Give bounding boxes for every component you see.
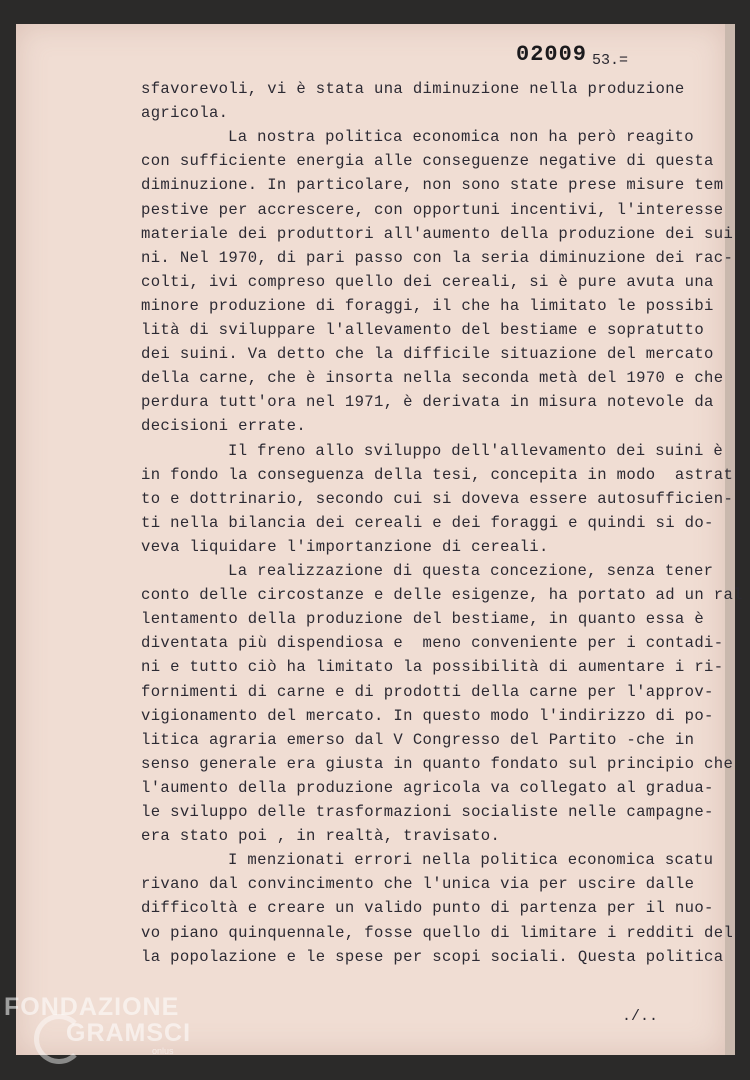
text-line: le sviluppo delle trasformazioni socialiste nelle campagne-: [141, 803, 714, 821]
text-line: senso generale era giusta in quanto fondato sul principio che: [141, 754, 734, 773]
text-line: diventata più dispendiosa e meno conveniente per i contadi-: [141, 634, 724, 653]
text-line: sfavorevoli, vi è stata una diminuzione nella produzione: [141, 80, 685, 98]
fondazione-gramsci-watermark: FONDAZIONE GRAMSCI onlus: [4, 994, 191, 1056]
continuation-mark: ./..: [622, 1008, 659, 1025]
text-line: veva liquidare l'importanzione di cereali.: [141, 537, 549, 556]
text-line: la popolazione e le spese per scopi sociali. Questa politica: [141, 947, 724, 966]
text-line: La realizzazione di questa concezione, senza tener: [228, 562, 714, 580]
text-line: in fondo la conseguenza della tesi, concepita in modo astrat: [141, 465, 734, 484]
text-line: Il freno allo sviluppo dell'allevamento dei suini è: [228, 441, 724, 460]
document-number: 02009: [516, 42, 588, 67]
text-line: l'aumento della produzione agricola va collegato al gradua-: [141, 778, 714, 797]
text-line: to e dottrinario, secondo cui si doveva essere autosufficien-: [141, 489, 734, 508]
text-line: lentamento della produzione del bestiame, in quanto essa è: [141, 610, 705, 629]
text-line: ti nella bilancia dei cereali e dei foraggi e quindi si do-: [141, 513, 714, 532]
text-line: della carne, che è insorta nella seconda metà del 1970 e che: [141, 369, 724, 388]
text-line: La nostra politica economica non ha però reagito: [228, 128, 694, 147]
page-number: 53.=: [592, 52, 629, 69]
text-line: I menzionati errori nella politica economica scatu: [228, 851, 714, 870]
text-line: fornimenti di carne e di prodotti della carne per l'approv-: [141, 682, 714, 701]
text-line: ni e tutto ciò ha limitato la possibilità di aumentare i ri-: [141, 658, 724, 677]
text-line: dei suini. Va detto che la difficile situazione del mercato: [141, 345, 714, 364]
text-line: pestive per accrescere, con opportuni incentivi, l'interesse: [141, 200, 724, 219]
text-line: colti, ivi compreso quello dei cereali, si è pure avuta una: [141, 272, 714, 291]
text-line: agricola.: [141, 104, 229, 123]
text-line: ni. Nel 1970, di pari passo con la seria diminuzione dei rac-: [141, 248, 734, 267]
text-line: conto delle circostanze e delle esigenze, ha portato ad un ral: [141, 586, 743, 605]
text-line: lità di sviluppare l'allevamento del bestiame e sopratutto: [141, 321, 705, 339]
text-line: era stato poi , in realtà, travisato.: [141, 827, 501, 846]
text-line: con sufficiente energia alle conseguenze negative di questa: [141, 152, 714, 171]
text-line: decisioni errate.: [141, 417, 307, 436]
text-line: materiale dei produttori all'aumento della produzione dei sui: [141, 224, 734, 243]
text-line: minore produzione di foraggi, il che ha limitato le possibi: [141, 296, 714, 315]
text-line: difficoltà e creare un valido punto di partenza per il nuo-: [141, 899, 714, 918]
watermark-logo-icon: [34, 1014, 84, 1064]
text-line: rivano dal convincimento che l'unica via per uscire dalle: [141, 875, 695, 894]
text-line: vigionamento del mercato. In questo modo l'indirizzo di po-: [141, 706, 714, 725]
text-line: perdura tutt'ora nel 1971, è derivata in misura notevole da: [141, 393, 714, 412]
text-line: vo piano quinquennale, fosse quello di limitare i redditi del: [141, 923, 734, 942]
text-line: litica agraria emerso dal V Congresso del Partito -che in: [141, 730, 695, 749]
text-line: diminuzione. In particolare, non sono state prese misure tem: [141, 176, 724, 195]
page-edge: [725, 24, 735, 1055]
